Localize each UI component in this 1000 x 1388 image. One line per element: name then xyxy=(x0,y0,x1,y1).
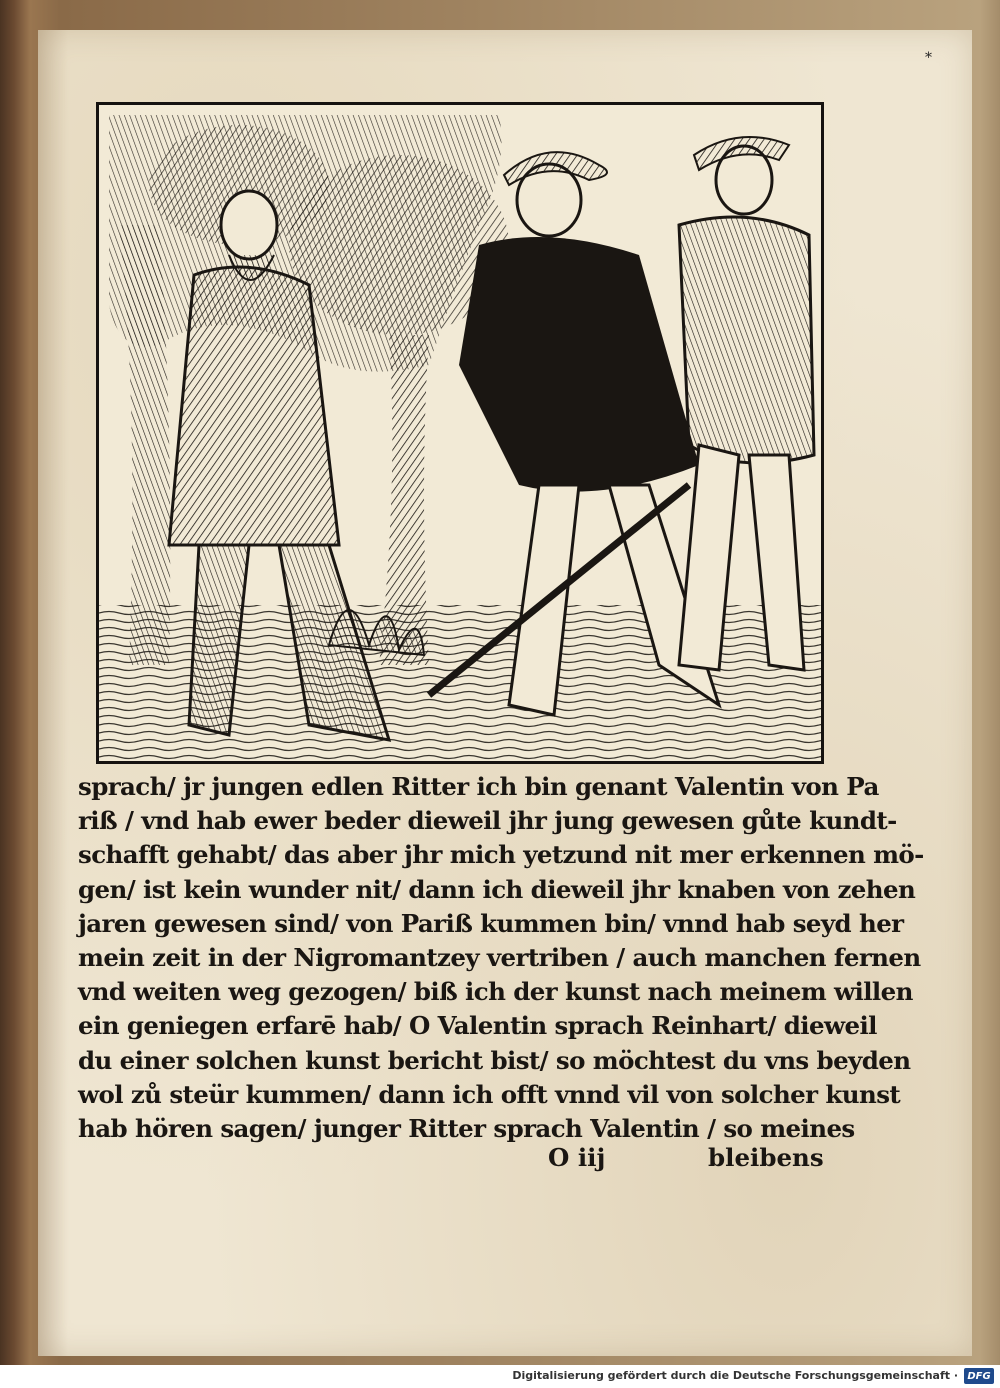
text-line-7: vnd weiten weg gezogen/ biß ich der kunst nach meinem willen xyxy=(78,977,913,1007)
text-line-6: mein zeit in der Nigromantzey vertriben / auch manchen fernen xyxy=(78,943,921,973)
text-line-1: sprach/ jr jungen edlen Ritter ich bin genant Valentin von Pa xyxy=(78,772,879,801)
text-line-2: riß / vnd hab ewer beder dieweil jhr jung gewesen gůte kundt- xyxy=(78,806,897,836)
text-line-11: hab hören sagen/ junger Ritter sprach Valentin / so meines xyxy=(78,1114,855,1144)
body-text xyxy=(78,770,924,1146)
text-line-5: jaren gewesen sind/ von Pariß kummen bin/ vnnd hab seyd her xyxy=(78,908,904,938)
figure-second-knight xyxy=(679,137,814,670)
text-line-4: gen/ ist kein wunder nit/ dann ich dieweil jhr knaben von zehen xyxy=(78,874,916,904)
text-line-3: schafft gehabt/ das aber jhr mich yetzund nit mer erkennen mö- xyxy=(78,840,924,870)
text-line-8: ein geniegen erfarē hab/ O Valentin sprach Reinhart/ dieweil xyxy=(78,1011,877,1041)
dfg-logo-icon: DFG xyxy=(964,1368,994,1384)
text-line-10: wol zů steür kummen/ dann ich offt vnnd vil von solcher kunst xyxy=(78,1079,901,1109)
page-mark: * xyxy=(925,50,932,66)
footer-bar xyxy=(0,1365,1000,1388)
signature-mark: O iij xyxy=(548,1143,606,1172)
woodcut-illustration xyxy=(96,102,824,764)
text-line-9: du einer solchen kunst bericht bist/ so möchtest du vns beyden xyxy=(78,1045,911,1075)
catchword: bleibens xyxy=(708,1143,824,1172)
funding-credit: Digitalisierung gefördert durch die Deutsche Forschungsgemeinschaft · xyxy=(512,1369,958,1382)
